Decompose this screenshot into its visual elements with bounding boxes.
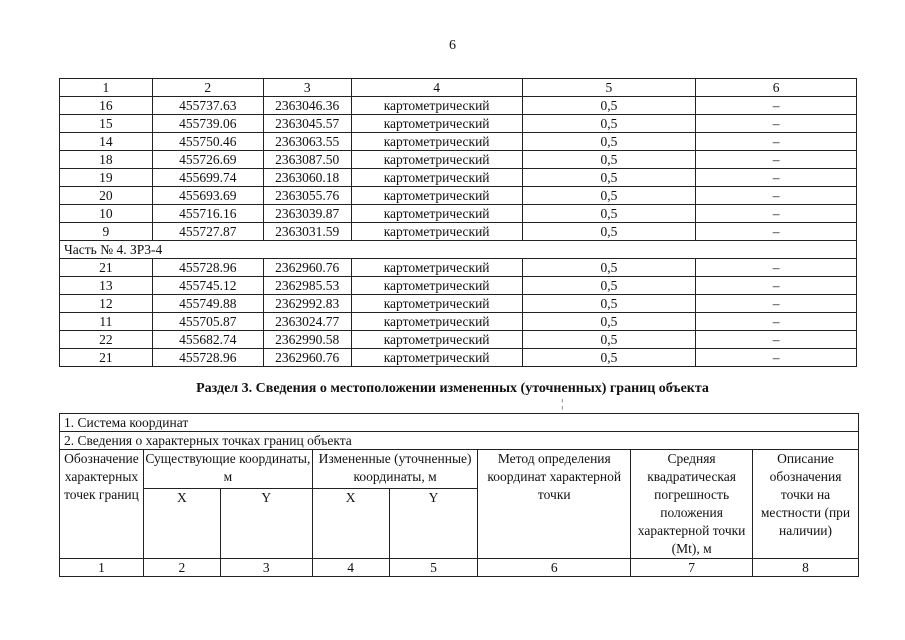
table-cell: 2363031.59 xyxy=(263,223,351,241)
table-cell: 0,5 xyxy=(522,151,696,169)
table-cell: 2363045.57 xyxy=(263,115,351,133)
table-row xyxy=(60,97,857,115)
table-cell: – xyxy=(696,97,857,115)
changed-boundaries-table xyxy=(59,413,859,577)
table-row xyxy=(60,349,857,367)
table-cell: 0,5 xyxy=(522,277,696,295)
table-cell: 20 xyxy=(60,187,153,205)
table-cell: 13 xyxy=(60,277,153,295)
table-row xyxy=(60,187,857,205)
table-cell: 0,5 xyxy=(522,169,696,187)
table-cell: 21 xyxy=(60,259,153,277)
points-info-row: 2. Сведения о характерных точках границ объекта xyxy=(60,432,859,450)
table-cell: 0,5 xyxy=(522,313,696,331)
table-row xyxy=(60,115,857,133)
existing-x-label: X xyxy=(143,489,220,559)
table-cell: 0,5 xyxy=(522,97,696,115)
table-cell: 4 xyxy=(351,79,522,97)
table-cell: 2362990.58 xyxy=(263,331,351,349)
table-cell: – xyxy=(696,169,857,187)
page-number: 6 xyxy=(449,38,456,53)
table-cell: картометрический xyxy=(351,205,522,223)
table-cell: 5 xyxy=(522,79,696,97)
table-row xyxy=(60,205,857,223)
table-cell: 12 xyxy=(60,295,153,313)
table-cell: 455693.69 xyxy=(152,187,263,205)
table-cell: – xyxy=(696,133,857,151)
column-number: 8 xyxy=(753,559,859,577)
table-cell: 2363060.18 xyxy=(263,169,351,187)
table-cell: 16 xyxy=(60,97,153,115)
changed-x-label: X xyxy=(312,489,389,559)
table-cell: 0,5 xyxy=(522,115,696,133)
table-cell: картометрический xyxy=(351,97,522,115)
table-cell: 455726.69 xyxy=(152,151,263,169)
table-cell: – xyxy=(696,151,857,169)
table-cell: 0,5 xyxy=(522,349,696,367)
table-cell: картометрический xyxy=(351,169,522,187)
table-cell: 2362985.53 xyxy=(263,277,351,295)
table-cell: 455739.06 xyxy=(152,115,263,133)
section-heading: Раздел 3. Сведения о местоположении измененных (уточненных) границ объекта xyxy=(196,381,709,396)
table-row xyxy=(60,259,857,277)
table-cell: 0,5 xyxy=(522,295,696,313)
col-changed-coords: Измененные (уточненные) координаты, м xyxy=(312,450,478,489)
table-row xyxy=(60,295,857,313)
table-cell: 14 xyxy=(60,133,153,151)
col-description: Описание обозначения точки на местности (при наличии) xyxy=(753,450,859,559)
table-cell: картометрический xyxy=(351,331,522,349)
table-cell: 2363039.87 xyxy=(263,205,351,223)
table-cell: 455750.46 xyxy=(152,133,263,151)
table-cell: 455716.16 xyxy=(152,205,263,223)
table-cell: 19 xyxy=(60,169,153,187)
table-cell: 455737.63 xyxy=(152,97,263,115)
coord-system-row: 1. Система координат xyxy=(60,414,859,432)
table-row xyxy=(60,277,857,295)
column-number: 5 xyxy=(389,559,478,577)
table-cell: 15 xyxy=(60,115,153,133)
table-cell: картометрический xyxy=(351,115,522,133)
table-cell: 455699.74 xyxy=(152,169,263,187)
table-cell: 455705.87 xyxy=(152,313,263,331)
col-existing-coords: Существующие координаты, м xyxy=(143,450,312,489)
table-row xyxy=(60,331,857,349)
table-cell: – xyxy=(696,187,857,205)
table-cell: картометрический xyxy=(351,259,522,277)
table-cell: 1 xyxy=(60,79,153,97)
table-cell: 455727.87 xyxy=(152,223,263,241)
coordinates-table xyxy=(59,78,857,367)
col-designation: Обозначение характерных точек границ xyxy=(60,450,144,559)
table-cell: 0,5 xyxy=(522,331,696,349)
table-row xyxy=(60,313,857,331)
table-cell: 455749.88 xyxy=(152,295,263,313)
table-cell: 10 xyxy=(60,205,153,223)
col-error: Средняя квадратическая погрешность положения характерной точки (Mt), м xyxy=(631,450,753,559)
column-number: 4 xyxy=(312,559,389,577)
table-cell: 11 xyxy=(60,313,153,331)
table-cell: – xyxy=(696,259,857,277)
column-number: 6 xyxy=(478,559,631,577)
column-number: 1 xyxy=(60,559,144,577)
section-label: Часть № 4. ЗР3-4 xyxy=(60,241,857,259)
table-cell: картометрический xyxy=(351,313,522,331)
changed-y-label: Y xyxy=(389,489,478,559)
table-cell: – xyxy=(696,295,857,313)
table-cell: 2363055.76 xyxy=(263,187,351,205)
table-row xyxy=(60,133,857,151)
table-cell: 455745.12 xyxy=(152,277,263,295)
table-cell: 0,5 xyxy=(522,223,696,241)
table-cell: 2362960.76 xyxy=(263,259,351,277)
table-cell: 0,5 xyxy=(522,133,696,151)
table-row xyxy=(60,169,857,187)
table-cell: 0,5 xyxy=(522,259,696,277)
table-cell: – xyxy=(696,115,857,133)
table-cell: картометрический xyxy=(351,133,522,151)
existing-y-label: Y xyxy=(220,489,312,559)
table-cell: картометрический xyxy=(351,277,522,295)
table-cell: 2363063.55 xyxy=(263,133,351,151)
col-method: Метод определения координат характерной точки xyxy=(478,450,631,559)
table-cell: 455728.96 xyxy=(152,349,263,367)
column-number: 7 xyxy=(631,559,753,577)
header-row xyxy=(60,79,857,97)
table-cell: 9 xyxy=(60,223,153,241)
table-row xyxy=(60,223,857,241)
table-cell: 6 xyxy=(696,79,857,97)
section-row xyxy=(60,241,857,259)
table-cell: 2362960.76 xyxy=(263,349,351,367)
table-cell: – xyxy=(696,313,857,331)
table-cell: 22 xyxy=(60,331,153,349)
table-cell: 2363087.50 xyxy=(263,151,351,169)
table-cell: картометрический xyxy=(351,223,522,241)
table-cell: 0,5 xyxy=(522,205,696,223)
table-cell: – xyxy=(696,349,857,367)
table-cell: картометрический xyxy=(351,295,522,313)
table-cell: картометрический xyxy=(351,349,522,367)
table-cell: 2363046.36 xyxy=(263,97,351,115)
table-cell: 0,5 xyxy=(522,187,696,205)
table-cell: картометрический xyxy=(351,187,522,205)
table-cell: – xyxy=(696,205,857,223)
scan-mark: ¦ xyxy=(561,396,564,410)
column-numbers-row xyxy=(60,559,859,577)
table-cell: 2362992.83 xyxy=(263,295,351,313)
table-cell: 3 xyxy=(263,79,351,97)
table-cell: 21 xyxy=(60,349,153,367)
table-row xyxy=(60,151,857,169)
column-number: 3 xyxy=(220,559,312,577)
table-cell: 455682.74 xyxy=(152,331,263,349)
table-cell: – xyxy=(696,223,857,241)
table-cell: картометрический xyxy=(351,151,522,169)
table-cell: – xyxy=(696,331,857,349)
table-cell: 2363024.77 xyxy=(263,313,351,331)
column-number: 2 xyxy=(143,559,220,577)
table-cell: 18 xyxy=(60,151,153,169)
table-cell: – xyxy=(696,277,857,295)
table-cell: 455728.96 xyxy=(152,259,263,277)
table-cell: 2 xyxy=(152,79,263,97)
